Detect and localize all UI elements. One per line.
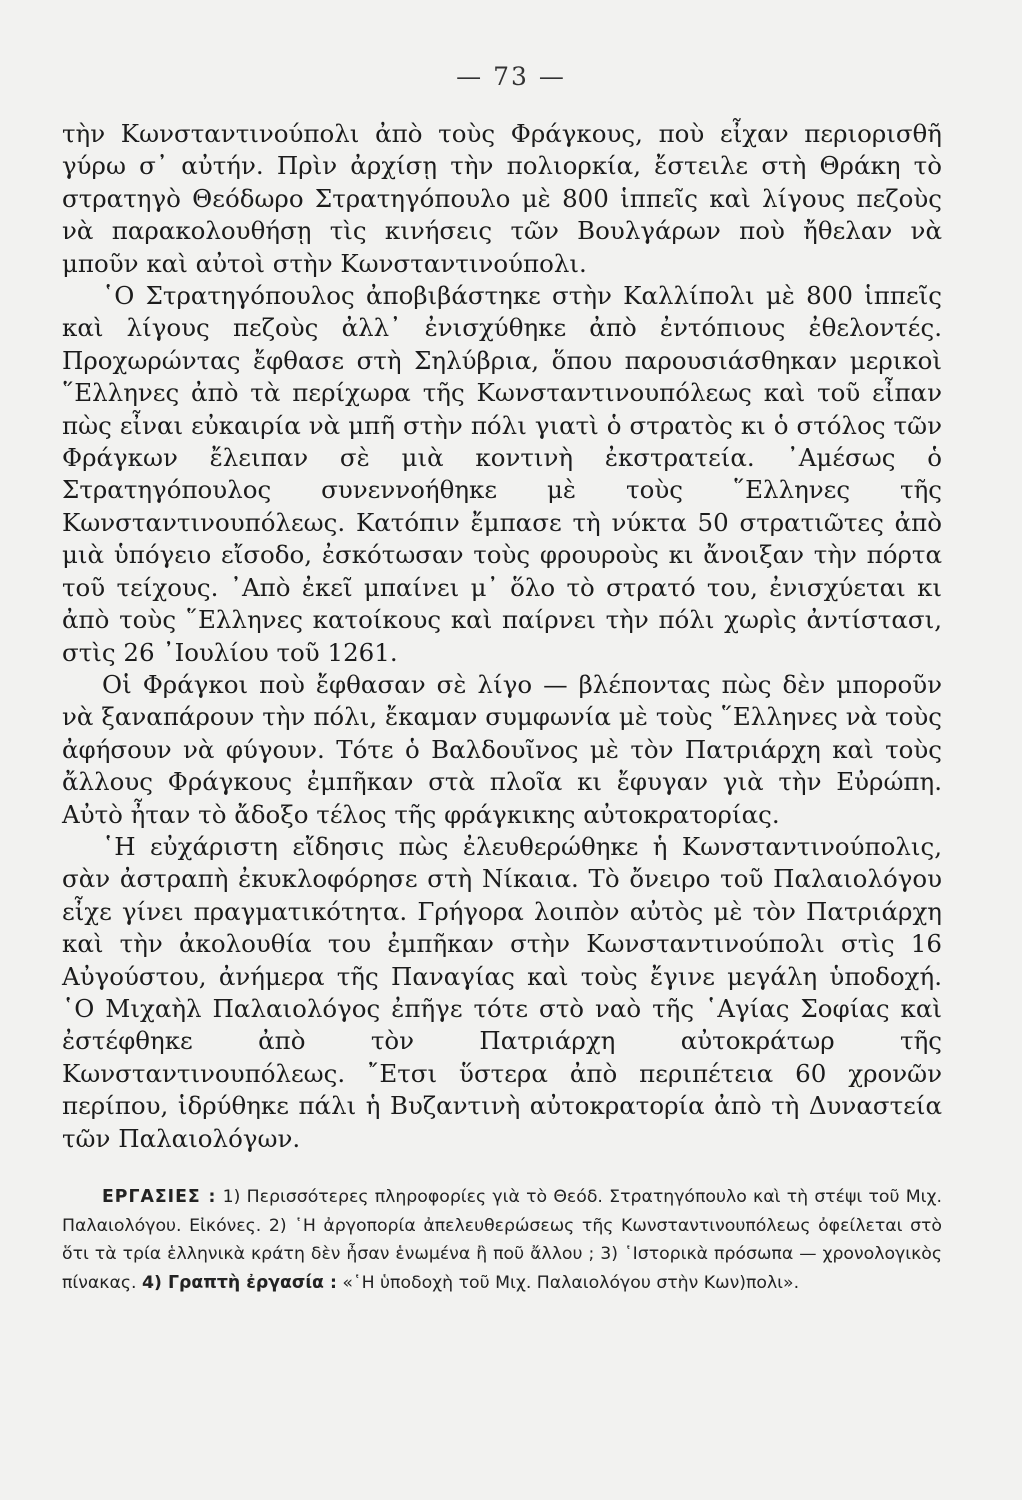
exercises-text: 1) Περισσότερες πληροφορίες γιὰ τὸ Θεόδ. Στρατηγόπουλο καὶ τὴ στέψι τοῦ Μιχ. Παλαιολόγου. Εἰκόνες. 2) ῾Η ἀργοπορία ἀπελευθερώσεως τῆς Κωνσταντινουπόλεως ὀφείλεται στὸ ὅτι τὰ τρία ἑλληνικὰ κράτη δὲν ἦσαν ἑνωμένα ἢ ποῦ ἄλλου ; 3) ῾Ιστορικὰ πρόσωπα — χρονολογικὸς πίνακας. <box>62 1187 942 1293</box>
exercises-label: ΕΡΓΑΣΙΕΣ : <box>102 1187 217 1207</box>
main-text <box>62 118 942 1155</box>
paragraph-3: Οἱ Φράγκοι ποὺ ἔφθασαν σὲ λίγο — βλέποντας πὼς δὲν μποροῦν νὰ ξαναπάρουν τὴν πόλι, ἔκαμαν συμφωνία μὲ τοὺς ῞Ελληνες νὰ τοὺς ἀφήσουν νὰ φύγουν. Τότε ὁ Βαλδουῖνος μὲ τὸν Πατριάρχη καὶ τοὺς ἄλλους Φράγκους ἐμπῆκαν στὰ πλοῖα κι ἔφυγαν γιὰ τὴν Εὐρώπη. Αὐτὸ ἦταν τὸ ἄδοξο τέλος τῆς φράγκικης αὐτοκρατορίας. <box>62 669 942 829</box>
task4-label: 4) Γραπτὴ ἐργασία : <box>142 1272 337 1293</box>
exercises-block <box>62 1183 942 1297</box>
page-number: — 73 — <box>456 62 566 91</box>
paragraph-1: τὴν Κωνσταντινούπολι ἀπὸ τοὺς Φράγκους, ποὺ εἶχαν περιορισθῆ γύρω σ᾿ αὐτήν. Πρὶν ἀρχίσῃ τὴν πολιορκία, ἔστειλε στὴ Θράκη τὸ στρατηγὸ Θεόδωρο Στρατηγόπουλο μὲ 800 ἱππεῖς καὶ λίγους πεζοὺς νὰ παρακολουθήσῃ τὶς κινήσεις τῶν Βουλγάρων ποὺ ἤθελαν νὰ μποῦν καὶ αὐτοὶ στὴν Κωνσταντινούπολι. <box>62 119 942 278</box>
task4-text: «῾Η ὑποδοχὴ τοῦ Μιχ. Παλαιολόγου στὴν Κων)πολι». <box>342 1272 800 1293</box>
paragraph-4: ῾Η εὐχάριστη εἴδησις πὼς ἐλευθερώθηκε ἡ Κωνσταντινούπολις, σὰν ἀστραπὴ ἐκυκλοφόρησε στὴ Νίκαια. Τὸ ὄνειρο τοῦ Παλαιολόγου εἶχε γίνει πραγματικότητα. Γρήγορα λοιπὸν αὐτὸς μὲ τὸν Πατριάρχη καὶ τὴν ἀκολουθία του ἐμπῆκαν στὴν Κωνσταντινούπολι στὶς 16 Αὐγούστου, ἀνήμερα τῆς Παναγίας καὶ τοὺς ἔγινε μεγάλη ὑποδοχή. ῾Ο Μιχαὴλ Παλαιολόγος ἐπῆγε τότε στὸ ναὸ τῆς ῾Αγίας Σοφίας καὶ ἐστέφθηκε ἀπὸ τὸν Πατριάρχη αὐτοκράτωρ τῆς Κωνσταντινουπόλεως. ῎Ετσι ὕστερα ἀπὸ περιπέτεια 60 χρονῶν περίπου, ἱδρύθηκε πάλι ἡ Βυζαντινὴ αὐτοκρατορία ἀπὸ τὴ Δυναστεία τῶν Παλαιολόγων. <box>62 831 942 1153</box>
paragraph-2: ῾Ο Στρατηγόπουλος ἀποβιβάστηκε στὴν Καλλίπολι μὲ 800 ἱππεῖς καὶ λίγους πεζοὺς ἀλλ᾿ ἐνισχύθηκε ἀπὸ ἐντόπιους ἐθελοντές. Προχωρώντας ἔφθασε στὴ Σηλύβρια, ὅπου παρουσιάσθηκαν μερικοὶ ῞Ελληνες ἀπὸ τὰ περίχωρα τῆς Κωνσταντινουπόλεως καὶ τοῦ εἶπαν πὼς εἶναι εὐκαιρία νὰ μπῆ στὴν πόλι γιατὶ ὁ στρατὸς κι ὁ στόλος τῶν Φράγκων ἔλειπαν σὲ μιὰ κοντινὴ ἐκστρατεία. ᾿Αμέσως ὁ Στρατηγόπουλος συνεννοήθηκε μὲ τοὺς ῞Ελληνες τῆς Κωνσταντινουπόλεως. Κατόπιν ἔμπασε τὴ νύκτα 50 στρατιῶτες ἀπὸ μιὰ ὑπόγειο εἴσοδο, ἐσκότωσαν τοὺς φρουροὺς κι ἄνοιξαν τὴν πόρτα τοῦ τείχους. ᾿Απὸ ἐκεῖ μπαίνει μ᾿ ὅλο τὸ στρατό του, ἐνισχύεται κι ἀπὸ τοὺς ῞Ελληνες κατοίκους καὶ παίρνει τὴν πόλι χωρὶς ἀντίστασι, στὶς 26 ᾿Ιουλίου τοῦ 1261. <box>62 281 942 667</box>
